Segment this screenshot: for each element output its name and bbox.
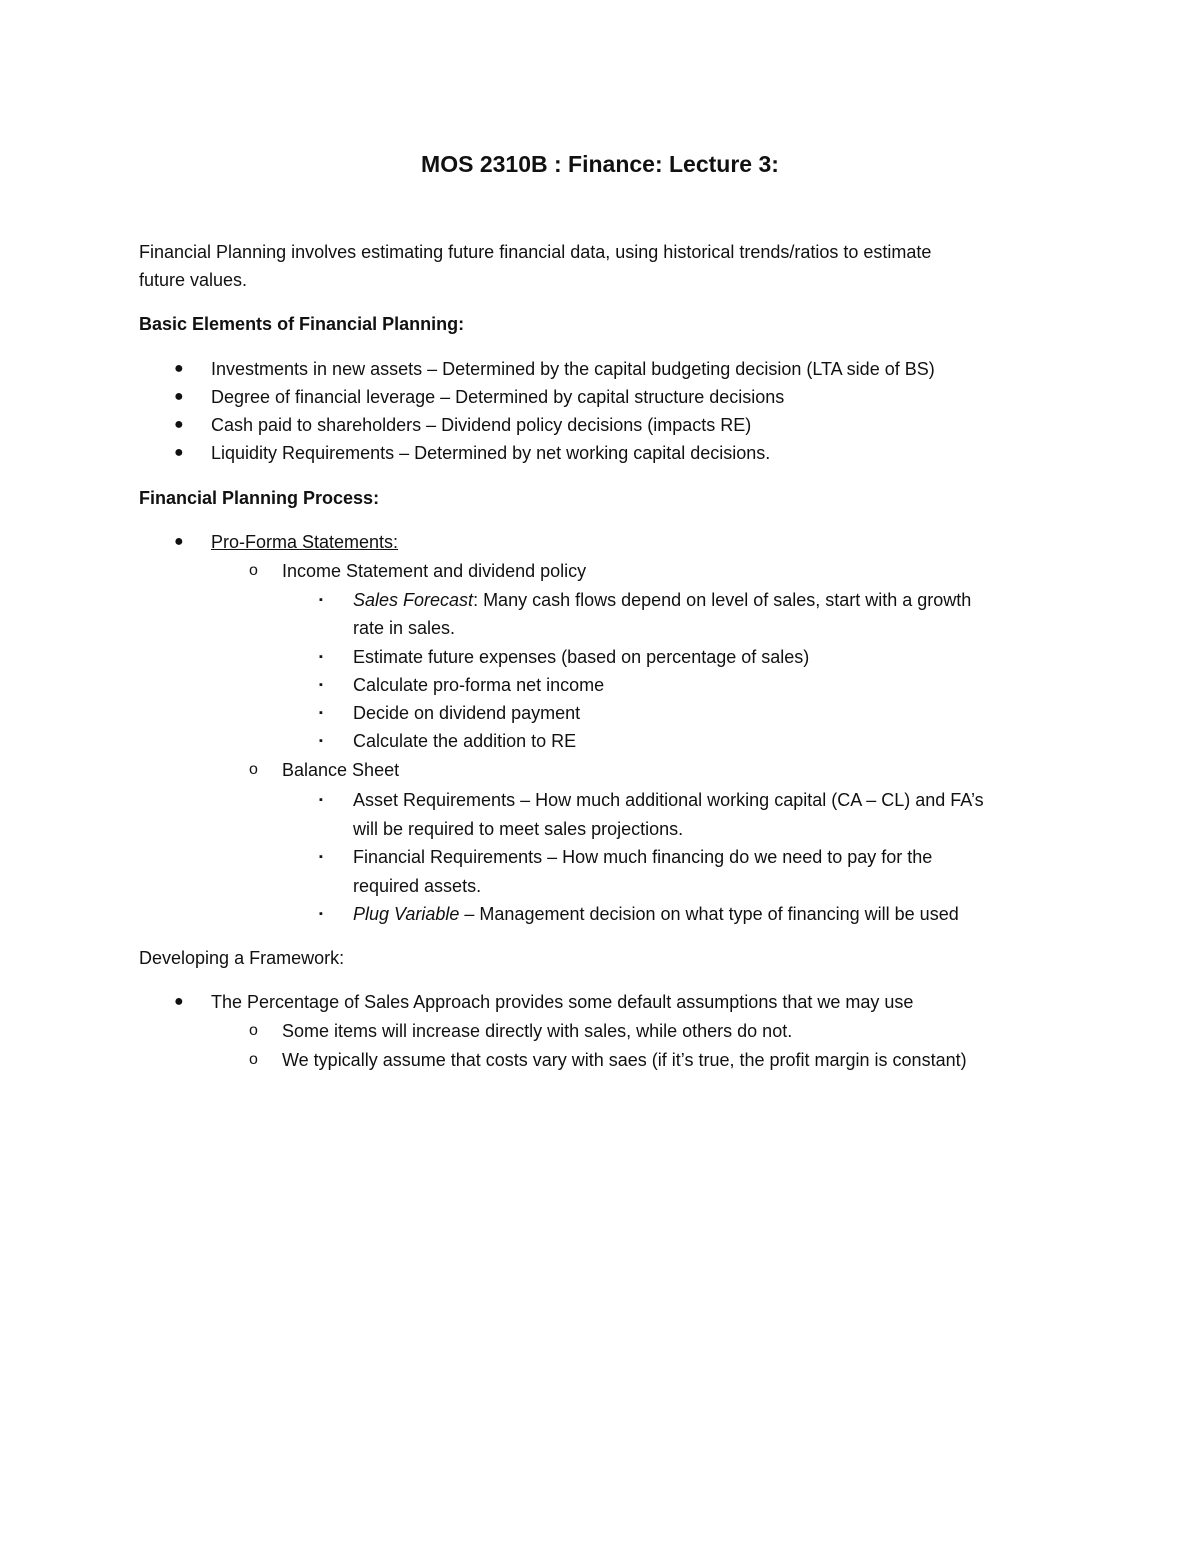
bullet-icon: ● bbox=[174, 416, 184, 433]
circle-bullet-icon: o bbox=[249, 1051, 258, 1068]
sales-forecast-continuation: rate in sales. bbox=[353, 618, 456, 638]
square-bullet-icon: ▪ bbox=[319, 651, 323, 663]
income-item: Calculate pro-forma net income bbox=[353, 675, 605, 695]
square-bullet-icon: ▪ bbox=[319, 707, 323, 719]
asset-requirements-line-2: will be required to meet sales projections. bbox=[353, 819, 684, 839]
intro-line-1: Financial Planning involves estimating future financial data, using historical trends/ratios to estimate bbox=[139, 242, 932, 262]
basic-elements-heading: Basic Elements of Financial Planning: bbox=[139, 314, 465, 334]
basic-element-item: Liquidity Requirements – Determined by net working capital decisions. bbox=[211, 443, 771, 463]
bullet-icon: ● bbox=[174, 444, 184, 461]
page-title: MOS 2310B : Finance: Lecture 3: bbox=[421, 151, 779, 177]
circle-bullet-icon: o bbox=[249, 562, 258, 579]
basic-element-item: Degree of financial leverage – Determined by capital structure decisions bbox=[211, 387, 785, 407]
bullet-icon: ● bbox=[174, 993, 184, 1010]
asset-requirements-line-1: Asset Requirements – How much additional working capital (CA – CL) and FA’s bbox=[353, 790, 984, 810]
financial-requirements-line-2: required assets. bbox=[353, 876, 482, 896]
income-statement-label: Income Statement and dividend policy bbox=[282, 561, 587, 581]
square-bullet-icon: ▪ bbox=[319, 594, 323, 606]
plug-variable-text: – Management decision on what type of financing will be used bbox=[459, 904, 959, 924]
basic-element-item: Cash paid to shareholders – Dividend policy decisions (impacts RE) bbox=[211, 415, 752, 435]
process-heading: Financial Planning Process: bbox=[139, 488, 380, 508]
financial-requirements-line-1: Financial Requirements – How much financing do we need to pay for the bbox=[353, 847, 933, 867]
plug-variable-line bbox=[353, 900, 959, 928]
square-bullet-icon: ▪ bbox=[319, 735, 323, 747]
sales-forecast-term: Sales Forecast bbox=[353, 590, 474, 610]
bullet-icon: ● bbox=[174, 360, 184, 377]
income-item: Calculate the addition to RE bbox=[353, 731, 577, 751]
framework-subitem: Some items will increase directly with sales, while others do not. bbox=[282, 1021, 793, 1041]
bullet-icon: ● bbox=[174, 533, 184, 550]
income-item: Decide on dividend payment bbox=[353, 703, 581, 723]
sales-forecast-text: : Many cash flows depend on level of sales, start with a growth bbox=[473, 590, 972, 610]
intro-line-2: future values. bbox=[139, 270, 248, 290]
square-bullet-icon: ▪ bbox=[319, 794, 323, 806]
circle-bullet-icon: o bbox=[249, 761, 258, 778]
square-bullet-icon: ▪ bbox=[319, 679, 323, 691]
circle-bullet-icon: o bbox=[249, 1022, 258, 1039]
square-bullet-icon: ▪ bbox=[319, 851, 323, 863]
income-item: Estimate future expenses (based on percentage of sales) bbox=[353, 647, 810, 667]
framework-subitem: We typically assume that costs vary with saes (if it’s true, the profit margin is constant) bbox=[282, 1050, 967, 1070]
framework-item: The Percentage of Sales Approach provides some default assumptions that we may use bbox=[211, 992, 914, 1012]
sales-forecast-line bbox=[353, 586, 971, 614]
plug-variable-term: Plug Variable bbox=[353, 904, 460, 924]
basic-element-item: Investments in new assets – Determined by the capital budgeting decision (LTA side of BS) bbox=[211, 359, 935, 379]
bullet-icon: ● bbox=[174, 388, 184, 405]
balance-sheet-label: Balance Sheet bbox=[282, 760, 400, 780]
proforma-label: Pro-Forma Statements: bbox=[211, 532, 399, 552]
framework-heading: Developing a Framework: bbox=[139, 948, 345, 968]
square-bullet-icon: ▪ bbox=[319, 908, 323, 920]
